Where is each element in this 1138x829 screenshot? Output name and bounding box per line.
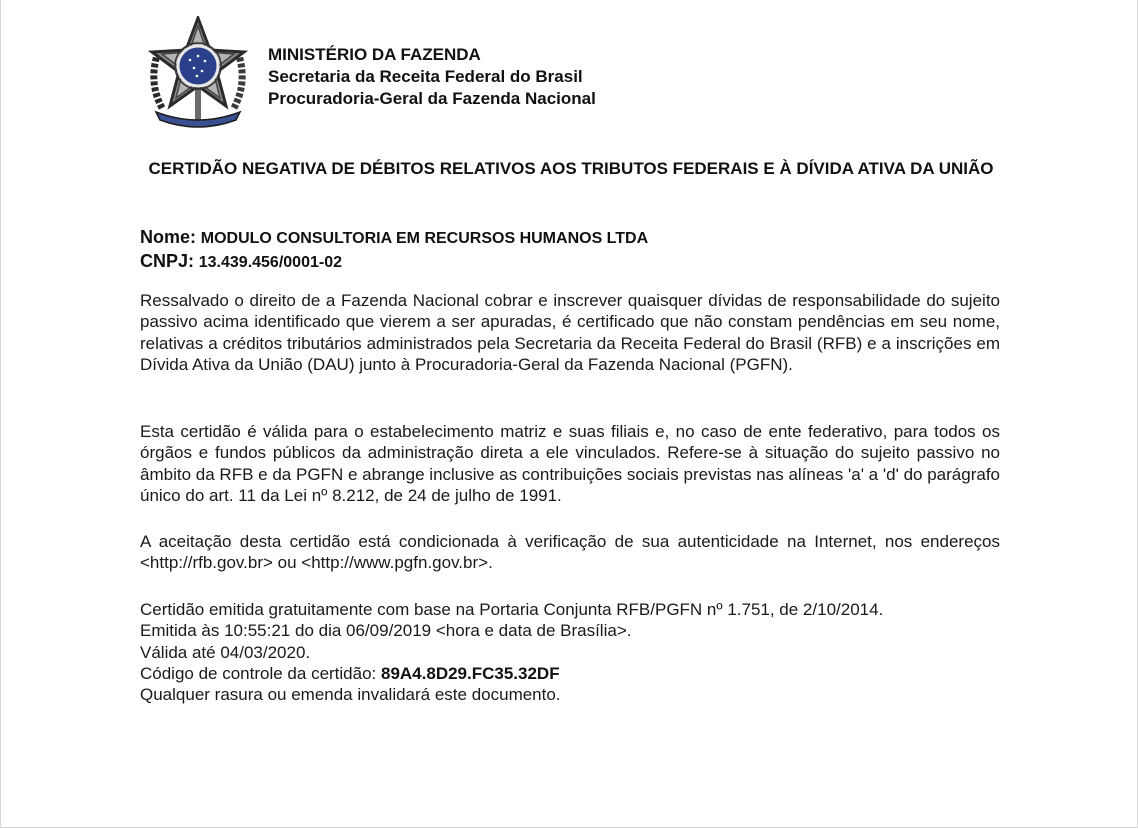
taxpayer-cnpj-row: [140, 250, 648, 274]
secretariat-name: Secretaria da Receita Federal do Brasil: [268, 67, 583, 86]
control-code-row: [140, 663, 883, 684]
certification-paragraph: Ressalvado o direito de a Fazenda Nacional cobrar e inscrever quaisquer dívidas de responsabilidade do sujeito passivo acima identificado que vierem a ser apuradas, é certificado que não constam pendências em seu nome, relativas a créditos tributários administrados pela Secretaria da Receita Federal do Brasil (RFB) e a inscrições em Dívida Ativa da União (DAU) junto à Procuradoria-Geral da Fazenda Nacional (PGFN).: [140, 291, 1000, 374]
cnpj-value: 13.439.456/0001-02: [198, 254, 342, 271]
issuer-header: [268, 44, 596, 110]
brazil-coat-of-arms-icon: [144, 16, 252, 128]
name-value: MODULO CONSULTORIA EM RECURSOS HUMANOS LTDA: [200, 230, 649, 247]
authenticity-paragraph: A aceitação desta certidão está condicionada à verificação de sua autenticidade na Internet, nos endereços <http://rfb.gov.br> ou <http://www.pgfn.gov.br>.: [140, 532, 1000, 573]
taxpayer-identification: [140, 226, 648, 274]
issued-at: Emitida às 10:55:21 do dia 06/09/2019 <hora e data de Brasília>.: [140, 621, 632, 641]
taxpayer-name-row: [140, 226, 648, 250]
tamper-notice: Qualquer rasura ou emenda invalidará este documento.: [140, 685, 561, 705]
document-title: CERTIDÃO NEGATIVA DE DÉBITOS RELATIVOS AOS TRIBUTOS FEDERAIS E À DÍVIDA ATIVA DA UNIÃO: [148, 159, 994, 178]
ministry-name: MINISTÉRIO DA FAZENDA: [268, 45, 481, 64]
valid-until: Válida até 04/03/2020.: [140, 642, 311, 662]
issued-basis: Certidão emitida gratuitamente com base na Portaria Conjunta RFB/PGFN nº 1.751, de 2/10/2014.: [140, 600, 884, 619]
name-label: Nome:: [140, 227, 197, 247]
issuance-details: [140, 599, 883, 705]
control-code-value: 89A4.8D29.FC35.32DF: [381, 663, 560, 683]
validity-scope-paragraph: Esta certidão é válida para o estabelecimento matriz e suas filiais e, no caso de ente federativo, para todos os órgãos e fundos públicos da administração direta a ele vinculados. Refere-se à situação do sujeito passivo no âmbito da RFB e da PGFN e abrange inclusive as contribuições sociais previstas nas alíneas 'a' a 'd' do parágrafo único do art. 11 da Lei nº 8.212, de 24 de julho de 1991.: [140, 422, 1000, 505]
cnpj-label: CNPJ:: [140, 251, 195, 271]
attorney-office-name: Procuradoria-Geral da Fazenda Nacional: [268, 89, 596, 108]
control-code-label: Código de controle da certidão:: [140, 663, 377, 683]
